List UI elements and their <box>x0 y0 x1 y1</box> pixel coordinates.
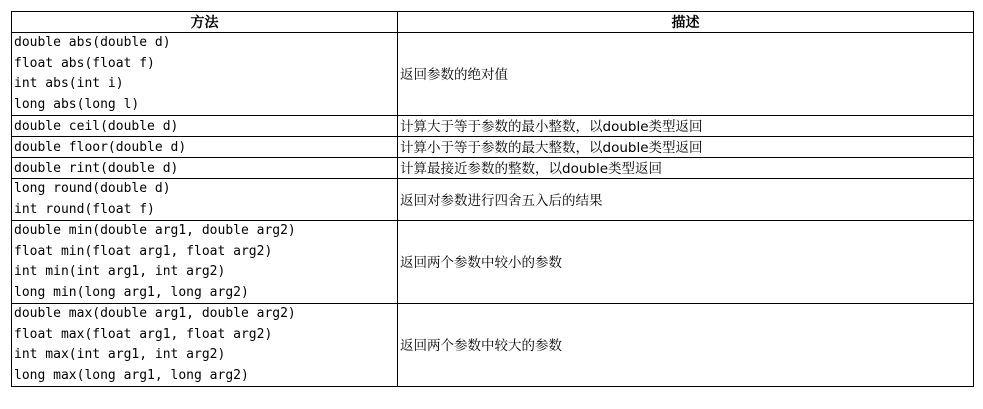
method-signature: int abs(int i) <box>14 76 124 91</box>
method-signature: long min(long arg1, long arg2) <box>14 284 249 300</box>
method-signature: double floor(double d) <box>14 139 187 155</box>
method-column-header: 方法 <box>12 12 398 33</box>
method-description: 计算小于等于参数的最大整数，以double类型返回 <box>400 140 703 156</box>
description-cell <box>398 137 974 158</box>
method-signature: double rint(double d) <box>14 160 179 176</box>
description-cell <box>398 116 974 137</box>
table-row <box>12 137 974 158</box>
method-signature: double abs(double d) <box>14 35 171 50</box>
table-row <box>12 179 974 221</box>
table-row <box>12 221 974 304</box>
method-signature: double max(double arg1, double arg2) <box>14 306 296 321</box>
method-cell <box>12 158 398 179</box>
method-description: 计算最接近参数的整数，以double类型返回 <box>400 161 663 177</box>
method-signature: int min(int arg1, int arg2) <box>14 264 226 279</box>
method-description: 返回对参数进行四舍五入后的结果 <box>400 192 603 209</box>
table-row <box>12 158 974 179</box>
table-header-row <box>12 12 974 33</box>
table-row <box>12 33 974 116</box>
method-description: 返回两个参数中较大的参数 <box>400 338 562 354</box>
method-cell <box>12 221 398 304</box>
description-cell <box>398 221 974 304</box>
method-signature: float min(float arg1, float arg2) <box>14 243 273 259</box>
method-description: 返回参数的绝对值 <box>400 67 508 83</box>
description-cell <box>398 33 974 116</box>
method-description: 返回两个参数中较小的参数 <box>400 255 562 271</box>
description-cell <box>398 158 974 179</box>
method-cell <box>12 179 398 221</box>
method-description: 计算大于等于参数的最小整数，以double类型返回 <box>400 119 703 135</box>
method-cell <box>12 137 398 158</box>
method-signature: float abs(float f) <box>14 55 155 71</box>
method-signature: double ceil(double d) <box>14 118 179 134</box>
method-cell <box>12 304 398 387</box>
description-cell <box>398 304 974 387</box>
method-signature: long abs(long l) <box>14 96 140 112</box>
method-signature: float max(float arg1, float arg2) <box>14 326 273 342</box>
method-cell <box>12 116 398 137</box>
math-methods-table <box>11 11 974 387</box>
method-signature: long round(double d) <box>14 181 171 196</box>
description-cell <box>398 179 974 221</box>
method-signature: double min(double arg1, double arg2) <box>14 223 296 238</box>
method-cell <box>12 33 398 116</box>
method-signature: int max(int arg1, int arg2) <box>14 347 226 362</box>
table-row <box>12 116 974 137</box>
method-signature: long max(long arg1, long arg2) <box>14 367 249 383</box>
method-signature: int round(float f) <box>14 201 155 217</box>
table-row <box>12 304 974 387</box>
description-column-header: 描述 <box>398 12 974 33</box>
